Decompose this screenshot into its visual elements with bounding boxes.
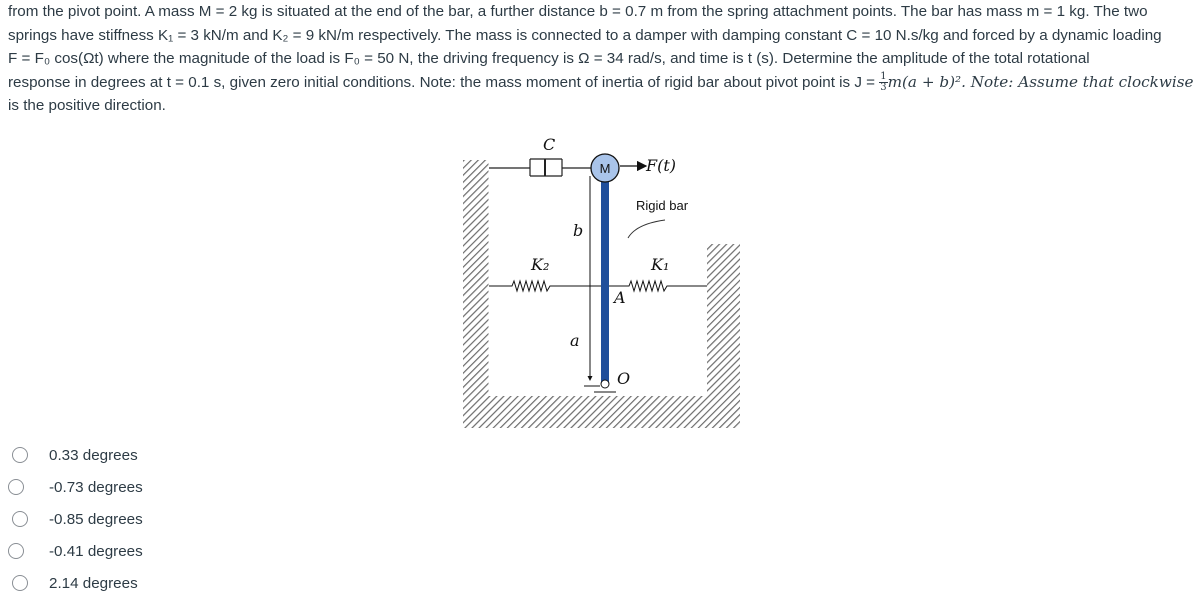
answer-option-4-label: -0.41 degrees [49, 542, 143, 560]
radio-button-1[interactable] [12, 447, 28, 463]
pivot-point [601, 380, 609, 388]
answer-option-5[interactable] [8, 570, 268, 596]
mechanism-figure [460, 128, 750, 428]
question-line-3: F = F₀ cos(Ωt) where the magnitude of the load is F₀ = 50 N, the driving frequency is Ω = 34 rad/s, and time is t (s). Determine the amplitude of the total rotational [8, 50, 1090, 68]
radio-button-3[interactable] [12, 511, 28, 527]
radio-button-2[interactable] [8, 479, 24, 495]
question-line-2: springs have stiffness K₁ = 3 kN/m and K₂ = 9 kN/m respectively. The mass is connected to a damper with damping constant C = 10 N.s/kg and forced by a dynamic loading [8, 26, 1162, 44]
spring-k2 [489, 281, 601, 291]
point-a-label: A [614, 288, 626, 307]
damper-label: C [543, 135, 556, 154]
pivot-label: O [617, 369, 631, 388]
fraction-numerator: 1 [880, 71, 887, 83]
question-text [8, 0, 1196, 118]
answer-option-2[interactable] [8, 474, 268, 500]
mechanism-diagram [460, 128, 750, 428]
rigid-bar [601, 178, 609, 383]
spring-k2-label: K₂ [531, 255, 550, 274]
left-wall [463, 160, 489, 428]
inertia-fraction [879, 72, 887, 93]
question-line-1: from the pivot point. A mass M = 2 kg is situated at the end of the bar, a further distance b = 0.7 m from the spring attachment points. The bar has mass m = 1 kg. The two [8, 3, 1148, 20]
question-line-4 [8, 71, 1196, 95]
answer-option-5-label: 2.14 degrees [49, 574, 138, 592]
damper [489, 159, 593, 176]
question-line-4-start: response in degrees at t = 0.1 s, given zero initial conditions. Note: the mass moment of inertia of rigid bar about pivot point is J = [8, 73, 880, 91]
fraction-denominator: 3 [880, 82, 887, 94]
dimension-b-label: b [573, 221, 584, 240]
answer-option-1-label: 0.33 degrees [49, 446, 138, 464]
mass-label: M [599, 161, 611, 176]
answer-option-1[interactable] [8, 442, 268, 468]
dimension-a-label: a [570, 331, 580, 350]
rigid-bar-leader [628, 220, 665, 238]
radio-button-5[interactable] [12, 575, 28, 591]
force-label: F(t) [646, 156, 677, 175]
spring-k1-label: K₁ [651, 255, 670, 274]
answer-option-4[interactable] [8, 538, 268, 564]
ground [463, 396, 740, 428]
question-line-5: is the positive direction. [8, 97, 166, 115]
radio-button-4[interactable] [8, 543, 24, 559]
question-line-4-end: m(a + b)². Note: Assume that clockwise [887, 72, 1194, 91]
answer-option-2-label: -0.73 degrees [49, 478, 143, 496]
answer-option-3-label: -0.85 degrees [49, 510, 143, 528]
rigid-bar-label: Rigid bar [636, 198, 689, 213]
answer-option-3[interactable] [8, 506, 268, 532]
